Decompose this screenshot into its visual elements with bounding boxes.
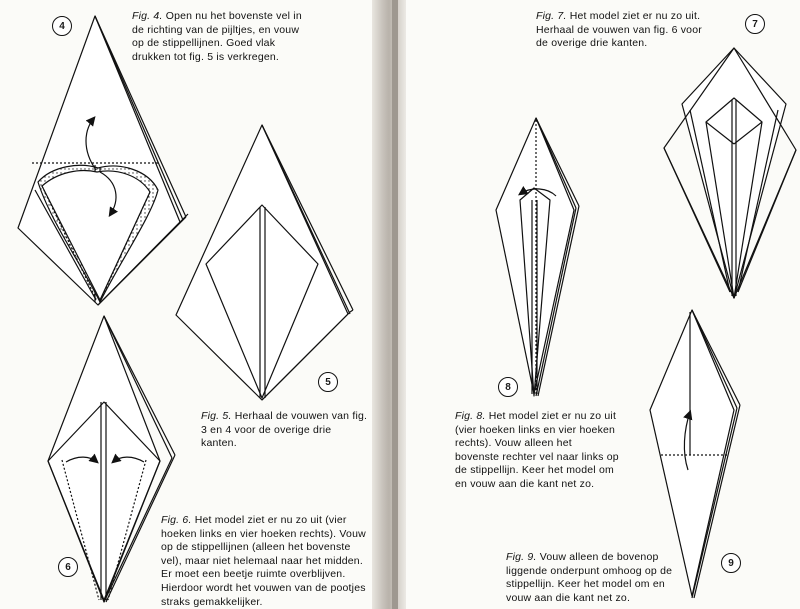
figure-8-caption (455, 410, 619, 492)
caption-text: Het model ziet er nu zo uit (vier hoeken links en vier hoeken rechts). Vouw op de stippellijnen (alleen het bovenste vel), maar niet helemaal naar het midden. Er moet een beetje ruimte overblijven. Hierdoor wordt het vouwen van de pootjes straks gemakkelijker. (161, 514, 366, 608)
caption-text: Open nu het bovenste vel in de richting van de pijltjes, en vouw op de stippellijnen. Goed vlak drukken tot fig. 5 is verkregen. (132, 10, 302, 63)
figure-8-number: 8 (498, 377, 518, 397)
figure-5-number: 5 (318, 372, 338, 392)
figure-6-caption (161, 514, 369, 609)
caption-label: Fig. 7. (536, 10, 567, 22)
figure-4-number: 4 (52, 16, 72, 36)
figure-6-number: 6 (58, 557, 78, 577)
figure-7-caption (536, 10, 714, 51)
caption-text: Vouw alleen de bovenop liggende onderpunt omhoog op de stippellijn. Keer het model om en vouw aan die kant net zo. (506, 551, 673, 604)
figure-4-caption (132, 10, 304, 64)
caption-label: Fig. 6. (161, 514, 192, 526)
figure-7-number: 7 (745, 14, 765, 34)
caption-label: Fig. 4. (132, 10, 163, 22)
caption-text: Herhaal de vouwen van fig. 3 en 4 voor de overige drie kanten. (201, 410, 368, 450)
caption-label: Fig. 8. (455, 410, 486, 422)
caption-text: Het model ziet er nu zo uit (vier hoeken links en vier hoeken rechts). Vouw alleen het bovenste rechter vel naar links op de stippellijn. Keer het model om en vouw aan die kant net zo. (455, 410, 619, 490)
figure-9-number: 9 (721, 553, 741, 573)
caption-label: Fig. 9. (506, 551, 537, 563)
caption-label: Fig. 5. (201, 410, 232, 422)
figure-5-caption (201, 410, 369, 451)
figure-9-caption (506, 551, 676, 605)
figure-5-diagram (176, 125, 353, 400)
figure-7-diagram (660, 48, 800, 298)
figure-8-diagram (496, 118, 579, 396)
caption-text: Het model ziet er nu zo uit. Herhaal de vouwen van fig. 6 voor de overige drie kanten. (536, 10, 702, 50)
